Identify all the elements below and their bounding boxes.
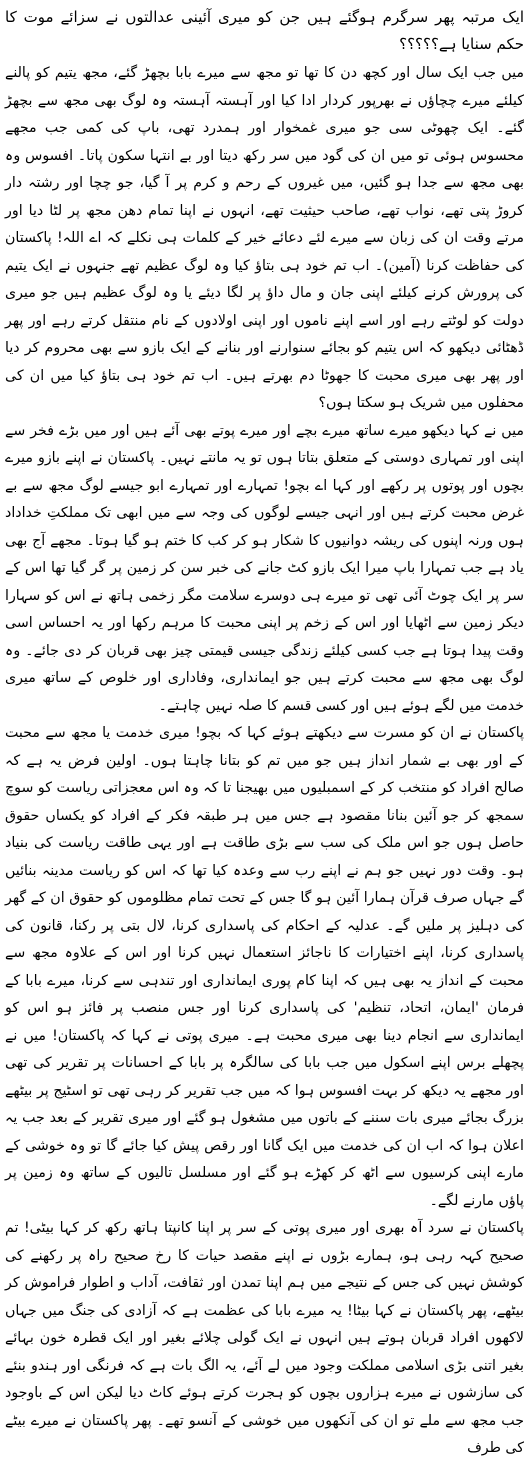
article-title: ایک مرتبہ پھر سرگرم ہوگئے ہیں جن کو میری آئینی عدالتوں نے سزائے موت کا حکم سنایا ہے؟؟؟؟؟	[5, 8, 524, 53]
article-paragraph-1: میں جب ایک سال اور کچھ دن کا تھا تو مجھ سے میرے بابا بچھڑ گئے، مجھ یتیم کو پالنے کیلئے میرے چچاؤں نے بھرپور کردار ادا کیا اور آہستہ آہستہ وہ لوگ بھی مجھ سے بچھڑ گئے۔ ایک چھوٹی سی جو میری غمخوار اور ہمدرد تھی، باپ کی کمی جب مجھے محسوس ہوئی تو میں ان کی گود میں سر رکھ دیتا اور بے انتہا سکون پاتا۔ افسوس وہ بھی مجھ سے جدا ہو گئیں، میں غیروں کے رحم و کرم پر آ گیا، جو چچا اور رشتہ دار کروڑ پتی تھے، نواب تھے، صاحب حیثیت تھے، انہوں نے اپنا تمام دھن مجھ پر لٹا دیا اور مرتے وقت ان کی زبان سے میرے لئے دعائے خیر کے کلمات ہی نکلے کہ اے اللہ! پاکستان کی حفاظت کرنا (آمین)۔ اب تم خود ہی بتاؤ کیا وہ لوگ عظیم تھے جنہوں نے ایک یتیم کی پرورش کرنے کیلئے اپنی جان و مال داؤ پر لگا دیئے یا وہ لوگ عظیم ہیں جو میری دولت کو لوٹتے رہے اور اسے اپنے ناموں اور اپنی اولادوں کے نام منتقل کرتے رہے اور پھر ڈھٹائی دیکھو کہ اس یتیم کو بجائے سنوارنے اور بنانے کے ایک بازو سے بھی محروم کر دیا اور پھر بھی میری محبت کا جھوٹا دم بھرتے ہیں۔ اب تم خود ہی بتاؤ کیا میں ان کی محفلوں میں شریک ہو سکتا ہوں؟	[5, 65, 524, 411]
article-paragraph-4: پاکستان نے سرد آہ بھری اور میری پوتی کے سر پر اپنا کانپتا ہاتھ رکھ کر کہا بیٹی! تم صحیح کہہ رہی ہو، ہمارے بڑوں نے اپنے مقصد حیات کا رخ صحیح راہ پر رکھنے کی کوشش نہیں کی جس کے نتیجے میں ہم اپنا تمدن اور ثقافت، آداب و اطوار فراموش کر بیٹھے، پھر پاکستان نے کہا بیٹا! یہ میرے بابا کی عظمت ہے کہ آزادی کی جنگ میں جہاں لاکھوں افراد قربان ہوتے ہیں انہوں نے ایک گولی چلائے بغیر اور ایک قطرہ خون بہائے بغیر اتنی بڑی اسلامی مملکت وجود میں لے آئے، یہ الگ بات ہے کہ فرنگی اور ہندو بنئے کی سازشوں نے میرے ہزاروں بچوں کو ہجرت کرتے ہوئے کاٹ دیا لیکن اس کے باوجود جب مجھ سے ملے تو ان کی آنکھوں میں خوشی کے آنسو تھے۔ پھر پاکستان نے میرے بیٹے کی طرف	[5, 1220, 524, 1456]
article-paragraph-3: پاکستان نے ان کو مسرت سے دیکھتے ہوئے کہا کہ بچو! میری خدمت یا مجھ سے محبت کے اور بھی بے شمار انداز ہیں جو میں تم کو بتانا چاہتا ہوں۔ اولین فرض یہ ہے کہ صالح افراد کو منتخب کر کے اسمبلیوں میں بھیجنا تا کہ وہ اس معجزاتی ریاست کو سوچ سمجھ کر جو آئین بنانا مقصود ہے جس میں ہر طبقہ فکر کے افراد کو یکساں حقوق حاصل ہوں جو اس ملک کی سب سے بڑی طاقت ہے اور یہی طاقت ریاست کی بنیاد ہو۔ وقت دور نہیں جو ہم نے اپنے رب سے وعدہ کیا تھا کہ اس کو ریاست مدینہ بنائیں گے جہاں صرف قرآن ہمارا آئین ہو گا جس کے تحت تمام مظلوموں کو حقوق ان کے گھر کی دہلیز پر ملیں گے۔ عدلیہ کے احکام کی پاسداری کرنا، لال بتی پر رکنا، قانون کی پاسداری کرنا، اپنے اختیارات کا ناجائز استعمال نہیں کرنا اور اس کے علاوہ مجھ سے محبت کے انداز یہ بھی ہیں کہ اپنا کام پوری ایمانداری اور تندہی سے کرنا، میرے بابا کے فرمان 'ایمان، اتحاد، تنظیم' کی پاسداری کرنا اور جس منصب پر فائز ہو اس کو ایمانداری سے انجام دینا بھی میری محبت ہے۔ میری پوتی نے کہا کہ پاکستان! میں نے پچھلے برس اپنے اسکول میں جب بابا کی سالگرہ پر بابا کے احسانات پر تقریر کی تھی اور مجھے یہ دیکھ کر بہت افسوس ہوا کہ میں جب تقریر کر رہی تھی تو اسٹیج پر بیٹھے بزرگ بجائے میری بات سننے کے باتوں میں مشغول ہو گئے اور میری تقریر کے بعد جب یہ اعلان ہوا کہ اب ان کی خدمت میں ایک گانا اور رقص پیش کیا جائے گا تو وہ خوشی کے مارے اپنی کرسیوں سے اٹھ کر کھڑے ہو گئے اور مسلسل تالیوں کے ساتھ وہ زمین پر پاؤں مارنے لگے۔	[5, 725, 524, 1209]
article-paragraph-2: میں نے کہا دیکھو میرے ساتھ میرے بچے اور میرے پوتے بھی آئے ہیں اور میں بڑے فخر سے اپنی اور تمہاری دوستی کے متعلق بتاتا ہوں تو یہ مانتے نہیں۔ پاکستان نے اپنے بازو میرے بچوں اور پوتوں پر رکھے اور کہا اے بچو! تمہارے اور تمہارے ابو جیسے لوگ مجھ سے بے غرض محبت کرتے ہیں اور انہی جیسے لوگوں کی وجہ سے میں ابھی تک مملکتِ خداداد ہوں ورنہ اپنوں کی ریشہ دوانیوں کا شکار ہو کر کب کا ختم ہو گیا ہوتا۔ مجھے آج بھی یاد ہے جب تمہارا باپ میرا ایک بازو کٹ جانے کی خبر سن کر زمین پر گر گیا تھا اس کے سر پر ایک چوٹ آئی تھی تو میرے ہی دوسرے سلامت مگر زخمی ہاتھ نے اس کو سہارا دیکر زمین سے اٹھایا اور اس کے زخم پر اپنی محبت کا مرہم رکھا اور یہ احساس اسی وقت پیدا ہوتا ہے جب کسی کیلئے زندگی جیسی قیمتی چیز بھی قربان کر دی جائے۔ وہ لوگ بھی مجھ سے محبت کرتے ہیں جو ایمانداری، وفاداری اور خلوص کے ساتھ میری خدمت میں لگے ہوئے ہیں اور کسی قسم کا صلہ نہیں چاہتے۔	[5, 422, 524, 714]
